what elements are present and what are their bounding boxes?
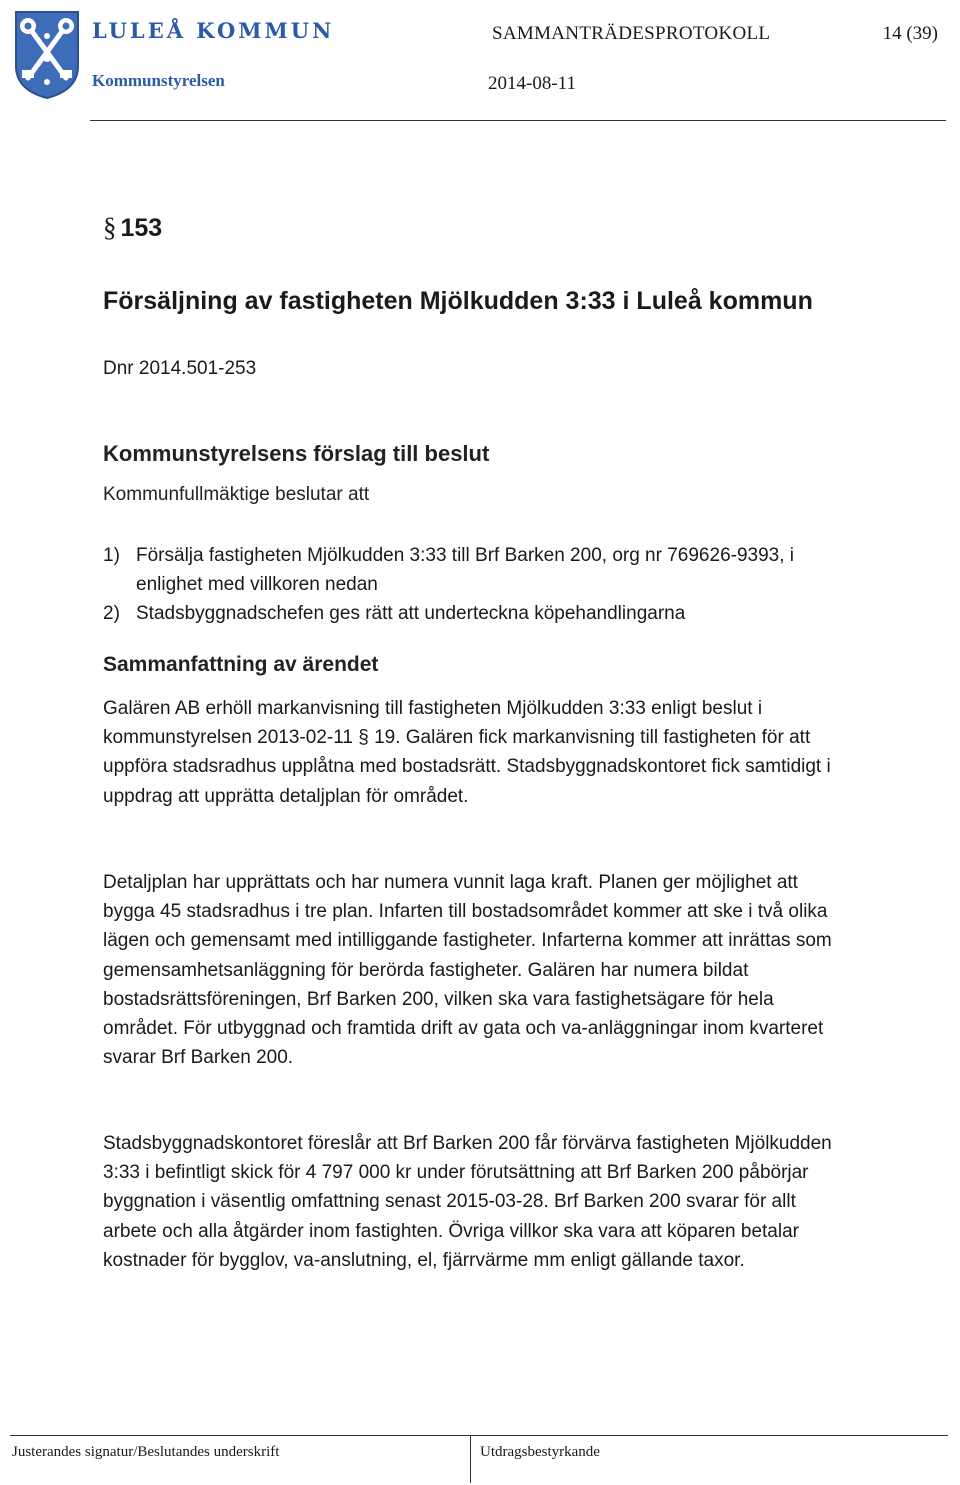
diary-number: Dnr 2014.501-253 (103, 358, 257, 379)
decision-item-text: Stadsbyggnadschefen ges rätt att underteckna köpehandlingarna (136, 603, 686, 624)
footer-divider (10, 1435, 948, 1436)
page-number: 14 (39) (882, 23, 938, 44)
decision-item-number: 2) (103, 603, 120, 624)
footer-column-divider (470, 1435, 471, 1483)
section-number (103, 212, 162, 243)
proposal-intro: Kommunfullmäktige beslutar att (103, 484, 370, 505)
decision-item-number: 1) (103, 545, 120, 566)
summary-heading: Sammanfattning av ärendet (103, 653, 379, 676)
proposal-heading: Kommunstyrelsens förslag till beslut (103, 441, 490, 466)
section-sign: § (103, 212, 117, 242)
certified-extract-label: Utdragsbestyrkande (480, 1444, 600, 1460)
header-divider (90, 120, 946, 121)
coat-of-arms-logo-icon (12, 8, 82, 100)
decision-item (103, 541, 833, 599)
document-type: SAMMANTRÄDESPROTOKOLL (492, 23, 771, 44)
signature-label: Justerandes signatur/Beslutandes underskrift (12, 1444, 280, 1460)
organization-name: LULEÅ KOMMUN (92, 18, 335, 43)
meeting-date: 2014-08-11 (488, 73, 576, 94)
decision-list (103, 541, 833, 628)
decision-item-text: Försälja fastigheten Mjölkudden 3:33 till Brf Barken 200, org nr 769626-9393, i enlighet med villkoren nedan (136, 545, 795, 595)
item-title: Försäljning av fastigheten Mjölkudden 3:33 i Luleå kommun (103, 287, 813, 315)
summary-paragraph: Stadsbyggnadskontoret föreslår att Brf Barken 200 får förvärva fastigheten Mjölkudden 3:33 i befintligt skick för 4 797 000 kr under förutsättning att Brf Barken 200 påbörjar byggnation i väsentlig omfattning senast 2015-03-28. Brf Barken 200 svarar för allt arbete och alla åtgärder inom fastighten. Övriga villkor ska vara att köparen betalar kostnader för bygglov, va-anslutning, el, fjärrvärme mm enligt gällande taxor. (103, 1133, 832, 1271)
summary-paragraph: Detaljplan har upprättats och har numera vunnit laga kraft. Planen ger möjlighet att bygga 45 stadsradhus i tre plan. Infarten till bostadsområdet kommer att ske i två olika lägen och gemensamt med intilliggande fastigheter. Infarterna kommer att inrättas som gemensamhetsanläggning för berörda fastigheter. Galären har numera bildat bostadsrättsföreningen, Brf Barken 200, vilken ska vara fastighetsägare för hela området. För utbyggnad och framtida drift av gata och va-anläggningar inom kvarteret svarar Brf Barken 200. (103, 872, 832, 1069)
section-number-value: 153 (120, 214, 163, 242)
committee-name: Kommunstyrelsen (92, 71, 225, 90)
summary-paragraph: Galären AB erhöll markanvisning till fastigheten Mjölkudden 3:33 enligt beslut i kommunstyrelsen 2013-02-11 § 19. Galären fick markanvisning till fastigheten för att uppföra stadsradhus upplåtna med bostadsrätt. Stadsbyggnadskontoret fick samtidigt i uppdrag att upprätta detaljplan för området. (103, 698, 831, 807)
decision-item (103, 599, 833, 628)
